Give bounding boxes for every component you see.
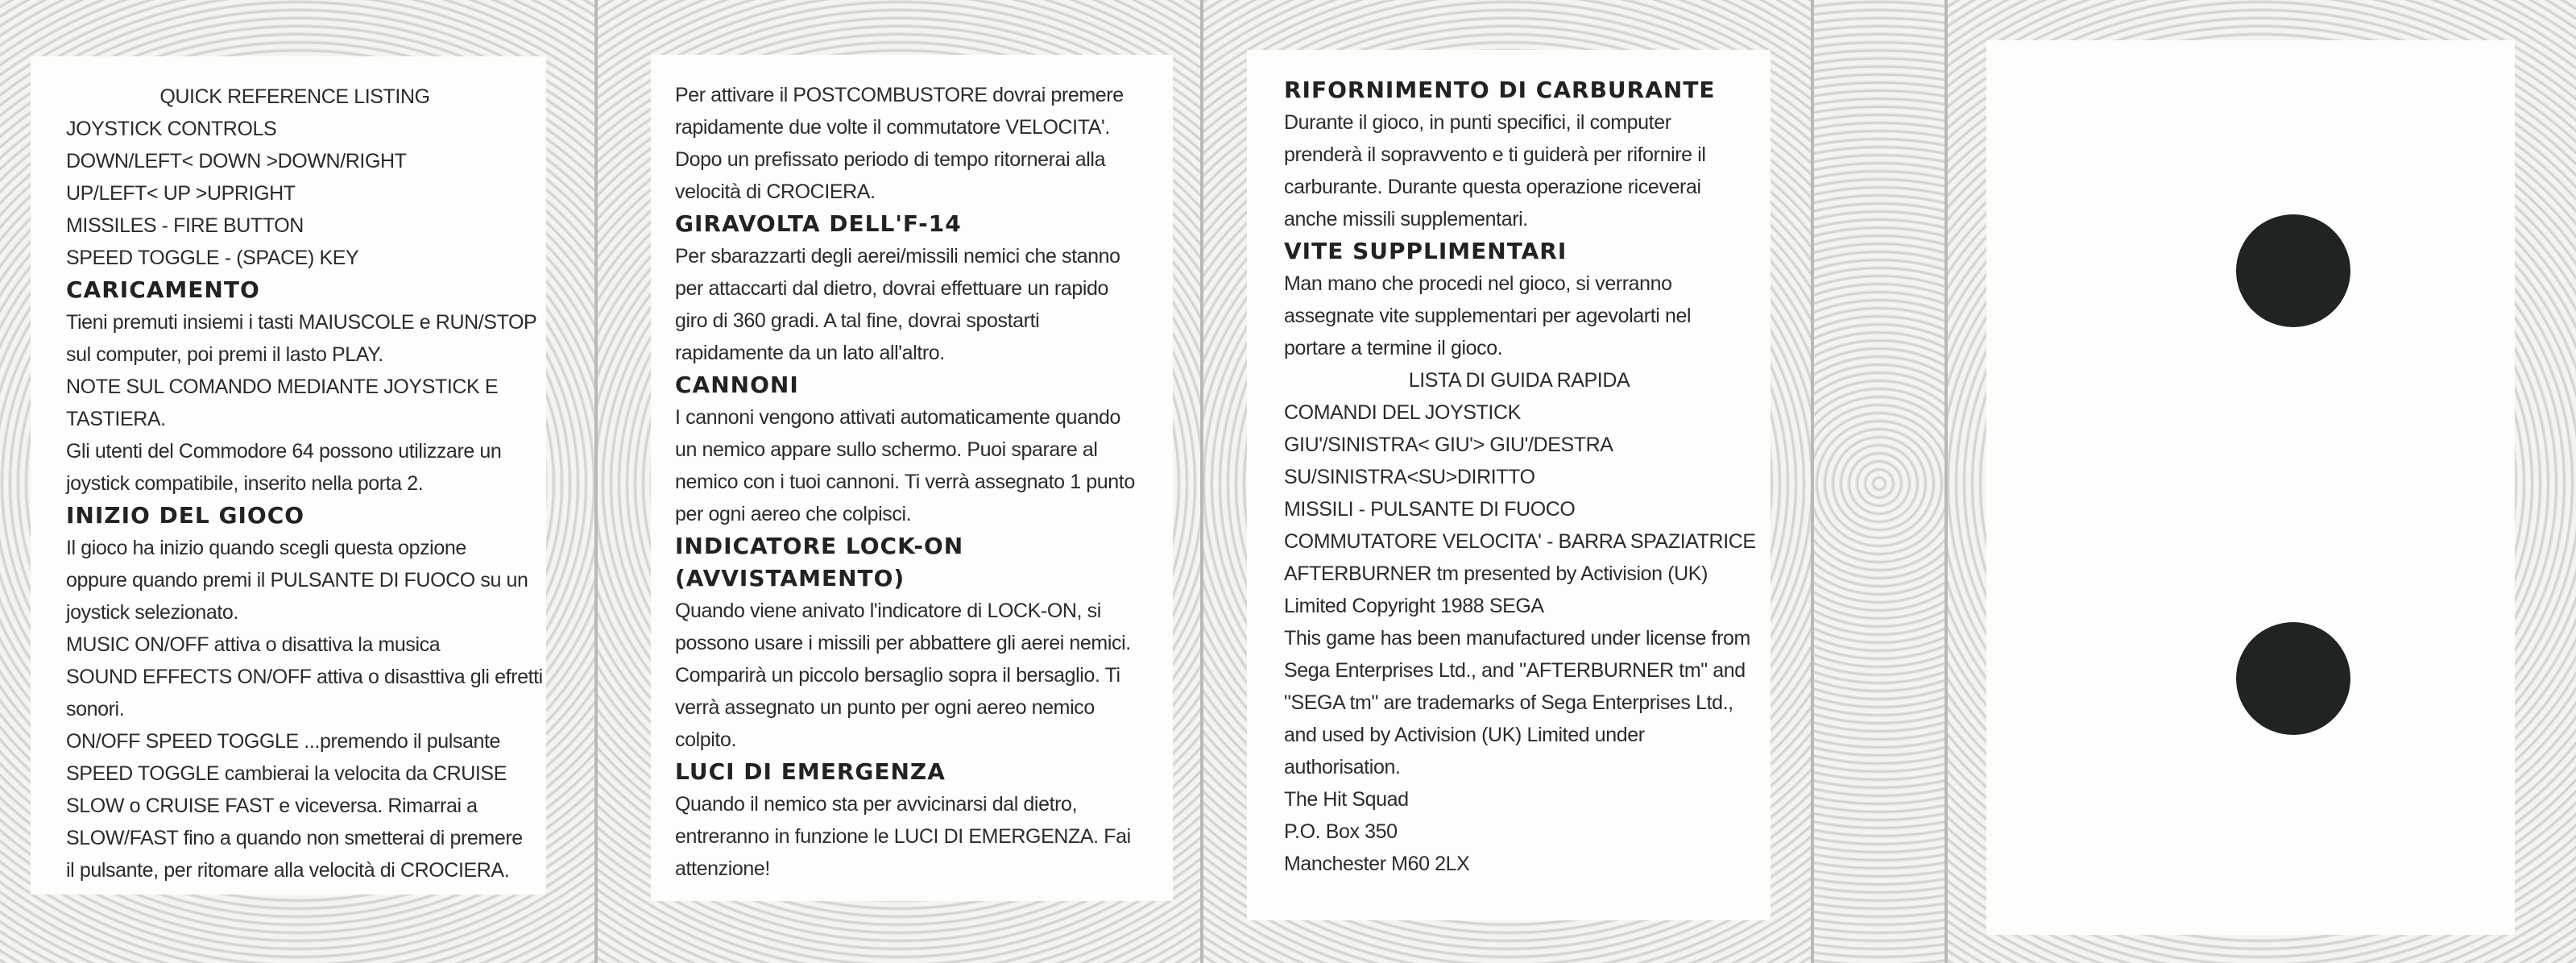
text-line: MISSILES - FIRE BUTTON — [66, 214, 304, 237]
text-line: attenzione! — [675, 857, 770, 880]
fold-line — [1200, 0, 1203, 963]
text-line: assegnate vite supplementari per agevolarti nel — [1284, 305, 1692, 327]
text-line: The Hit Squad — [1284, 788, 1409, 811]
fold-line — [594, 0, 598, 963]
text-line: and used by Activision (UK) Limited under — [1284, 724, 1645, 746]
text-line: SPEED TOGGLE cambierai la velocita da CRUISE — [66, 762, 507, 785]
text-line: rapidamente due volte il commutatore VELOCITA'. — [675, 116, 1110, 139]
text-line: DOWN/LEFT< DOWN >DOWN/RIGHT — [66, 150, 407, 172]
text-line: Man mano che procedi nel gioco, si verranno — [1284, 272, 1672, 295]
text-line: joystick selezionato. — [66, 601, 238, 624]
text-line: GIU'/SINISTRA< GIU'> GIU'/DESTRA — [1284, 434, 1613, 456]
text-line: Durante il gioco, in punti specifici, il computer — [1284, 111, 1671, 134]
section-heading: VITE SUPPLIMENTARI — [1284, 238, 1568, 264]
fold-line — [1944, 0, 1948, 963]
text-line: SLOW o CRUISE FAST e viceversa. Rimarrai a — [66, 795, 478, 817]
text-line: ON/OFF SPEED TOGGLE ...premendo il pulsante — [66, 730, 501, 753]
text-line: P.O. Box 350 — [1284, 820, 1398, 843]
text-line: per ogni aereo che colpisci. — [675, 503, 912, 525]
text-line: NOTE SUL COMANDO MEDIANTE JOYSTICK E — [66, 376, 499, 398]
text-line: MISSILI - PULSANTE DI FUOCO — [1284, 498, 1576, 521]
text-line: SPEED TOGGLE - (SPACE) KEY — [66, 247, 359, 269]
text-line: per attaccarti dal dietro, dovrai effettuare un rapido — [675, 277, 1108, 300]
text-line: sonori. — [66, 698, 125, 720]
section-heading: CANNONI — [675, 372, 799, 398]
text-line: I cannoni vengono attivati automaticamente quando — [675, 406, 1121, 429]
punch-hole — [2236, 214, 2350, 327]
text-line: "SEGA tm" are trademarks of Sega Enterprises Ltd., — [1284, 691, 1733, 714]
text-line: Tieni premuti insiemi i tasti MAIUSCOLE e RUN/STOP — [66, 311, 537, 334]
fold-line — [1811, 0, 1814, 963]
text-line: Il gioco ha inizio quando scegli questa opzione — [66, 537, 466, 559]
text-line: UP/LEFT< UP >UPRIGHT — [66, 182, 296, 205]
text-line: LISTA DI GUIDA RAPIDA — [1408, 369, 1630, 392]
text-line: TASTIERA. — [66, 408, 166, 430]
text-line: verrà assegnato un punto per ogni aereo nemico — [675, 696, 1095, 719]
text-line: SU/SINISTRA<SU>DIRITTO — [1284, 466, 1535, 488]
text-line: joystick compatibile, inserito nella porta 2. — [66, 472, 424, 495]
text-line: oppure quando premi il PULSANTE DI FUOCO su un — [66, 569, 528, 591]
guide-card — [1247, 50, 1770, 920]
text-line: Limited Copyright 1988 SEGA — [1284, 595, 1544, 617]
text-line: JOYSTICK CONTROLS — [66, 118, 277, 140]
text-line: possono usare i missili per abbattere gli aerei nemici. — [675, 632, 1131, 654]
text-line: entreranno in funzione le LUCI DI EMERGENZA. Fai — [675, 825, 1131, 848]
text-line: nemico con i tuoi cannoni. Ti verrà assegnato 1 punto — [675, 471, 1135, 493]
text-line: il pulsante, per ritomare alla velocità di CROCIERA. — [66, 859, 510, 882]
text-line: anche missili supplementari. — [1284, 208, 1528, 230]
punch-hole — [2236, 622, 2350, 735]
text-line: prenderà il sopravvento e ti guiderà per rifornire il — [1284, 143, 1706, 166]
text-line: Sega Enterprises Ltd., and "AFTERBURNER tm" and — [1284, 659, 1746, 682]
text-line: MUSIC ON/OFF attiva o disattiva la musica — [66, 633, 441, 656]
text-line: carburante. Durante questa operazione riceverai — [1284, 176, 1701, 198]
text-line: QUICK REFERENCE LISTING — [159, 85, 430, 108]
text-line: AFTERBURNER tm presented by Activision (UK) — [1284, 562, 1708, 585]
text-line: portare a termine il gioco. — [1284, 337, 1503, 359]
text-line: SOUND EFFECTS ON/OFF attiva o disasttiva gli efretti — [66, 666, 543, 688]
quick-reference-card — [31, 56, 546, 895]
blank-card — [1986, 40, 2515, 935]
text-line: Dopo un prefissato periodo di tempo ritornerai alla — [675, 148, 1106, 171]
section-heading: RIFORNIMENTO DI CARBURANTE — [1284, 77, 1716, 103]
text-line: velocità di CROCIERA. — [675, 181, 876, 203]
text-line: Comparirà un piccolo bersaglio sopra il bersaglio. Ti — [675, 664, 1120, 687]
text-line: SLOW/FAST fino a quando non smetterai di premere — [66, 827, 523, 849]
text-line: COMMUTATORE VELOCITA' - BARRA SPAZIATRICE — [1284, 530, 1756, 553]
text-line: This game has been manufactured under license from — [1284, 627, 1750, 650]
panel-spine — [1812, 0, 1946, 963]
text-line: Quando il nemico sta per avvicinarsi dal dietro, — [675, 793, 1078, 816]
text-line: authorisation. — [1284, 756, 1401, 778]
text-line: colpito. — [675, 728, 737, 751]
text-line: Per sbarazzarti degli aerei/missili nemici che stanno — [675, 245, 1120, 268]
section-heading: (AVVISTAMENTO) — [675, 565, 905, 591]
text-line: un nemico appare sullo schermo. Puoi sparare al — [675, 438, 1098, 461]
text-line: Per attivare il POSTCOMBUSTORE dovrai premere — [675, 84, 1124, 106]
section-heading: GIRAVOLTA DELL'F-14 — [675, 210, 962, 237]
text-line: sul computer, poi premi il lasto PLAY. — [66, 343, 383, 366]
text-line: Quando viene anivato l'indicatore di LOCK-ON, si — [675, 600, 1101, 622]
text-line: giro di 360 gradi. A tal fine, dovrai spostarti — [675, 309, 1040, 332]
text-line: rapidamente da un lato all'altro. — [675, 342, 945, 364]
section-heading: INDICATORE LOCK-ON — [675, 533, 964, 559]
text-line: Manchester M60 2LX — [1284, 853, 1470, 875]
section-heading: INIZIO DEL GIOCO — [66, 502, 305, 529]
section-heading: LUCI DI EMERGENZA — [675, 758, 946, 785]
section-heading: CARICAMENTO — [66, 276, 260, 303]
text-line: COMANDI DEL JOYSTICK — [1284, 401, 1521, 424]
text-line: Gli utenti del Commodore 64 possono utilizzare un — [66, 440, 502, 463]
instructions-card — [651, 55, 1173, 901]
